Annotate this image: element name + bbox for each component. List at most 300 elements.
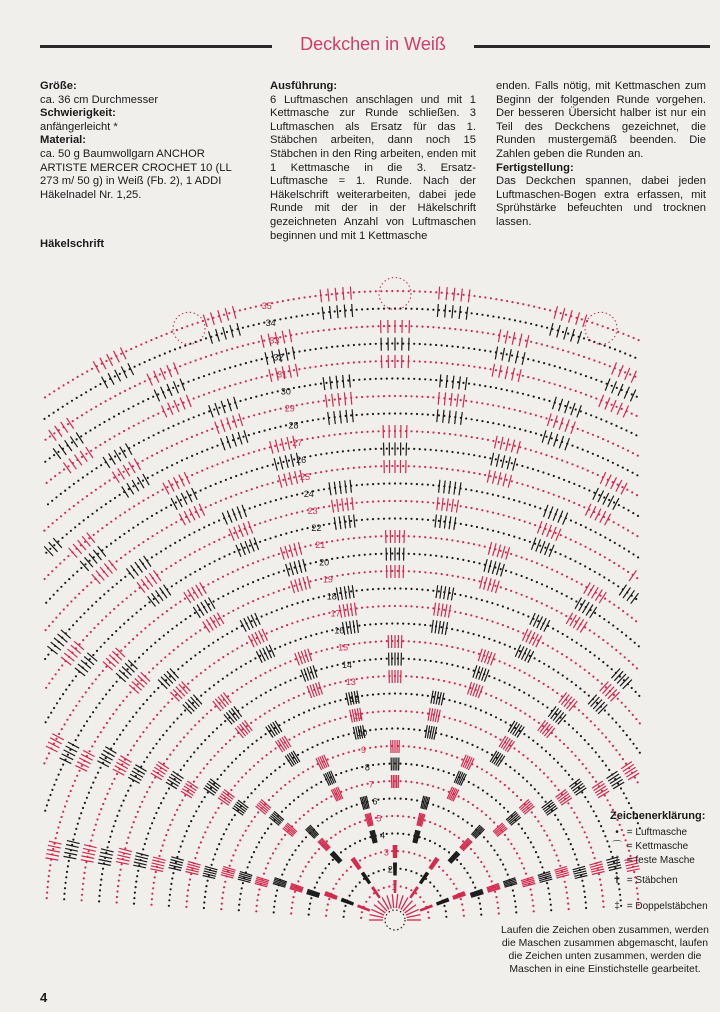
chain-dot [342,468,344,470]
stitch-mark [274,458,277,471]
chain-dot [621,486,623,488]
chain-dot [413,553,415,555]
chain-dot [75,828,77,830]
chain-dot [96,818,98,820]
chain-dot [619,350,621,352]
chain-dot [590,377,592,379]
chain-dot [618,504,620,506]
chain-dot [232,571,234,573]
chain-dot [427,607,429,609]
chain-dot [97,772,99,774]
chain-dot [326,818,328,820]
chain-dot [443,848,445,850]
chain-dot [125,725,127,727]
chain-dot [111,830,113,832]
chain-dot [315,633,317,635]
chain-dot [558,789,560,791]
chain-dot [481,509,483,511]
chain-dot [53,594,55,596]
chain-dot [152,747,154,749]
chain-dot [99,767,101,769]
chain-dot [68,578,70,580]
chain-dot [421,396,423,398]
chain-dot [123,410,125,412]
chain-dot [205,356,207,358]
stitch-mark [67,841,80,844]
chain-dot [249,545,251,547]
chain-dot [213,755,215,757]
chain-dot [209,821,211,823]
chain-dot [617,524,619,526]
chain-dot [98,900,100,902]
chain-dot [508,426,510,428]
chain-dot [256,740,258,742]
chain-dot [375,553,377,555]
chain-dot [420,875,422,877]
chain-dot [61,664,63,666]
stitch-mark [167,779,178,786]
chain-dot [497,604,499,606]
chain-dot [457,364,459,366]
chain-dot [264,521,266,523]
stitch-mark [173,771,184,778]
chain-dot [278,571,280,573]
stitch-mark [171,774,182,781]
chain-dot [567,747,569,749]
chain-dot [427,501,429,503]
chain-dot [616,387,618,389]
chain-dot [469,877,471,879]
stitch-mark [438,392,439,405]
chain-dot [514,667,516,669]
chain-dot [410,483,412,485]
chain-dot [599,878,601,880]
chain-dot [105,360,107,362]
chain-dot [131,826,133,828]
chain-dot [499,660,501,662]
chain-dot [171,819,173,821]
stitch-mark [280,457,283,470]
chain-dot [350,432,352,434]
chain-dot [315,348,317,350]
chain-dot [89,716,91,718]
chain-dot [514,648,516,650]
chain-dot [380,640,382,642]
stitch-mark [561,308,564,321]
stitch-mark [506,547,510,559]
chain-dot [470,848,472,850]
chain-dot [383,675,385,677]
chain-dot [563,498,565,500]
chain-dot [173,749,175,751]
chain-dot [285,335,287,337]
chain-dot [584,546,586,548]
chain-dot [95,447,97,449]
chain-dot [124,847,126,849]
chain-dot [310,653,312,655]
chain-dot [633,337,635,339]
stitch-mark [147,374,152,386]
chain-dot [102,803,104,805]
chain-dot [505,721,507,723]
chain-dot [281,811,283,813]
stitch-mark [452,305,453,318]
chain-dot [226,349,228,351]
chain-dot [161,529,163,531]
stitch-mark [351,392,352,405]
chain-dot [264,713,266,715]
chain-dot [257,894,259,896]
chain-dot [218,388,220,390]
chain-dot [132,405,134,407]
chain-dot [207,826,209,828]
chain-dot [156,532,158,534]
chain-dot [144,843,146,845]
chain-dot [465,488,467,490]
chain-dot [580,373,582,375]
chain-dot [419,571,421,573]
chain-dot [117,604,119,606]
chain-dot [553,758,555,760]
stitch-mark [222,513,227,525]
chain-dot [584,896,586,898]
chain-dot [207,318,209,320]
chain-dot [524,832,526,834]
chain-dot [637,556,639,558]
chain-dot [254,788,256,790]
chain-dot [212,642,214,644]
stitch-mark [144,556,151,567]
chain-dot [471,418,473,420]
chain-dot [449,504,451,506]
chain-dot [463,798,465,800]
chain-dot [342,362,344,364]
chain-dot [524,448,526,450]
chain-dot [298,714,300,716]
chain-dot [377,799,379,801]
chain-dot [310,635,312,637]
chain-dot [356,326,358,328]
chain-dot [92,711,94,713]
chain-dot [109,500,111,502]
chain-dot [294,891,296,893]
chain-dot [446,468,448,470]
chain-dot [242,605,244,607]
chain-dot [142,653,144,655]
chain-dot [233,551,235,553]
chain-dot [59,472,61,474]
chain-dot [251,700,253,702]
chain-dot [66,533,68,535]
chain-dot [276,889,278,891]
chain-dot [133,444,135,446]
chain-dot [441,573,443,575]
chain-dot [531,560,533,562]
chain-dot [614,348,616,350]
chain-dot [527,757,529,759]
chain-dot [153,882,155,884]
chain-dot [195,810,197,812]
chain-dot [288,460,290,462]
chain-dot [468,365,470,367]
chain-dot [89,750,91,752]
chain-dot [229,865,231,867]
chain-dot [541,325,543,327]
chain-dot [553,494,555,496]
chain-dot [95,777,97,779]
chain-dot [587,801,589,803]
chain-dot [600,884,602,886]
chain-dot [349,825,351,827]
chain-dot [276,791,278,793]
page-number: 4 [40,990,48,1005]
chain-dot [205,337,207,339]
chain-dot [298,386,300,388]
chain-dot [48,625,50,627]
chain-dot [154,357,156,359]
chain-dot [416,588,418,590]
chain-dot [546,882,548,884]
chain-dot [500,388,502,390]
chain-dot [283,702,285,704]
chain-dot [157,432,159,434]
chain-dot [124,554,126,556]
chain-dot [218,659,220,661]
chain-dot [446,574,448,576]
chain-dot [487,421,489,423]
chain-dot [119,494,121,496]
stitch-mark [432,620,434,633]
chain-dot [446,753,448,755]
chain-dot [364,536,366,538]
chain-dot [278,590,280,592]
chain-dot [251,820,253,822]
chain-dot [280,498,282,500]
chain-dot [380,623,382,625]
chain-dot [232,458,234,460]
chain-dot [491,880,493,882]
chain-dot [536,562,538,564]
chain-dot [177,385,179,387]
chain-dot [150,904,152,906]
chain-dot [88,850,90,852]
chain-dot [598,658,600,660]
chain-dot [451,451,453,453]
chain-dot [80,394,82,396]
chain-dot [608,769,610,771]
chain-dot [102,670,104,672]
chain-dot [503,442,505,444]
chain-dot [432,326,434,328]
chain-dot [581,880,583,882]
chain-dot [137,870,139,872]
chain-dot [556,590,558,592]
chain-dot [172,406,174,408]
chain-dot [311,856,313,858]
chain-dot [571,751,573,753]
chain-dot [386,833,388,835]
chain-dot [437,805,439,807]
chain-dot [513,895,515,897]
chain-dot [204,565,206,567]
chain-dot [372,764,374,766]
chain-dot [147,477,149,479]
chain-dot [597,474,599,476]
chain-dot [378,763,380,765]
stitch-mark [350,287,351,300]
chain-dot [449,433,451,435]
chain-dot [386,745,388,747]
stitch-mark [348,586,350,599]
chain-dot [149,624,151,626]
chain-dot [427,766,429,768]
chain-dot [575,522,577,524]
chain-dot [372,872,374,874]
chain-dot [64,723,66,725]
chain-dot [331,558,333,560]
chain-dot [275,536,277,538]
chain-dot [132,638,134,640]
chain-dot [584,796,586,798]
chain-dot [574,853,576,855]
stitch-mark [143,474,149,485]
chain-dot [557,630,559,632]
chain-dot [366,694,368,696]
chain-dot [301,510,303,512]
chain-dot [142,703,144,705]
stitch-mark [621,483,627,495]
chain-dot [625,429,627,431]
chain-dot [78,700,80,702]
chain-dot [391,832,393,834]
chain-dot [282,479,284,481]
chain-dot [317,507,319,509]
chain-dot [277,462,279,464]
chain-dot [95,489,97,491]
chain-dot [109,479,111,481]
chain-dot [484,367,486,369]
chain-dot [222,656,224,658]
chain-dot [237,780,239,782]
chain-dot [289,642,291,644]
chain-dot [490,774,492,776]
chain-dot [617,484,619,486]
stitch-mark [544,726,552,736]
chain-dot [637,515,639,517]
chain-dot [587,451,589,453]
chain-dot [358,379,360,381]
chain-dot [284,834,286,836]
chain-dot [326,630,328,632]
stitch-mark [134,459,140,470]
chain-dot [285,442,287,444]
chain-dot [482,438,484,440]
chain-dot [364,448,366,450]
chain-dot [205,506,207,508]
chain-dot [556,458,558,460]
chain-dot [542,642,544,644]
chain-dot [605,420,607,422]
chain-dot [430,660,432,662]
chain-dot [607,799,609,801]
chain-dot [485,712,487,714]
chain-dot [66,403,68,405]
chain-dot [286,863,288,865]
chain-dot [83,877,85,879]
chain-dot [424,378,426,380]
chain-dot [307,599,309,601]
chain-dot [83,872,85,874]
chain-dot [465,595,467,597]
chain-dot [323,722,325,724]
chain-dot [445,910,447,912]
chain-dot [222,576,224,578]
chain-dot [476,313,478,315]
chain-dot [120,557,122,559]
chain-dot [285,532,287,534]
chain-dot [80,567,82,569]
chain-dot [134,366,136,368]
chain-dot [211,465,213,467]
chain-dot [249,507,251,509]
chain-dot [462,648,464,650]
chain-dot [148,601,150,603]
chain-dot [551,437,553,439]
stitch-mark [320,289,322,302]
chain-dot [347,538,349,540]
chain-dot [254,657,256,659]
chain-dot [519,410,521,412]
chain-dot [514,337,516,339]
chain-dot [216,445,218,447]
chain-dot [495,387,497,389]
chain-dot [105,615,107,617]
chain-dot [161,571,163,573]
chain-dot [151,893,153,895]
chain-dot [492,404,494,406]
chain-dot [619,653,621,655]
chain-dot [419,729,421,731]
chain-dot [166,730,168,732]
chain-dot [599,534,601,536]
chain-dot [433,885,435,887]
chain-dot [304,546,306,548]
chain-dot [308,728,310,730]
stitch-mark [407,915,421,918]
chain-dot [56,702,58,704]
chain-dot [632,452,634,454]
chain-dot [48,875,50,877]
chain-dot [602,661,604,663]
chain-dot [427,326,429,328]
chain-dot [175,521,177,523]
chain-dot [307,402,309,404]
double-crochet-icon: ✝ [612,875,622,886]
chain-dot [546,585,548,587]
chain-dot [146,756,148,758]
chain-dot [581,318,583,320]
chain-dot [508,444,510,446]
chain-dot [236,647,238,649]
chain-dot [342,735,344,737]
chain-dot [244,547,246,549]
chain-dot [59,821,61,823]
stitch-mark [352,497,353,510]
chain-dot [72,839,74,841]
chain-dot [356,590,358,592]
chain-dot [405,763,407,765]
chain-dot [380,570,382,572]
